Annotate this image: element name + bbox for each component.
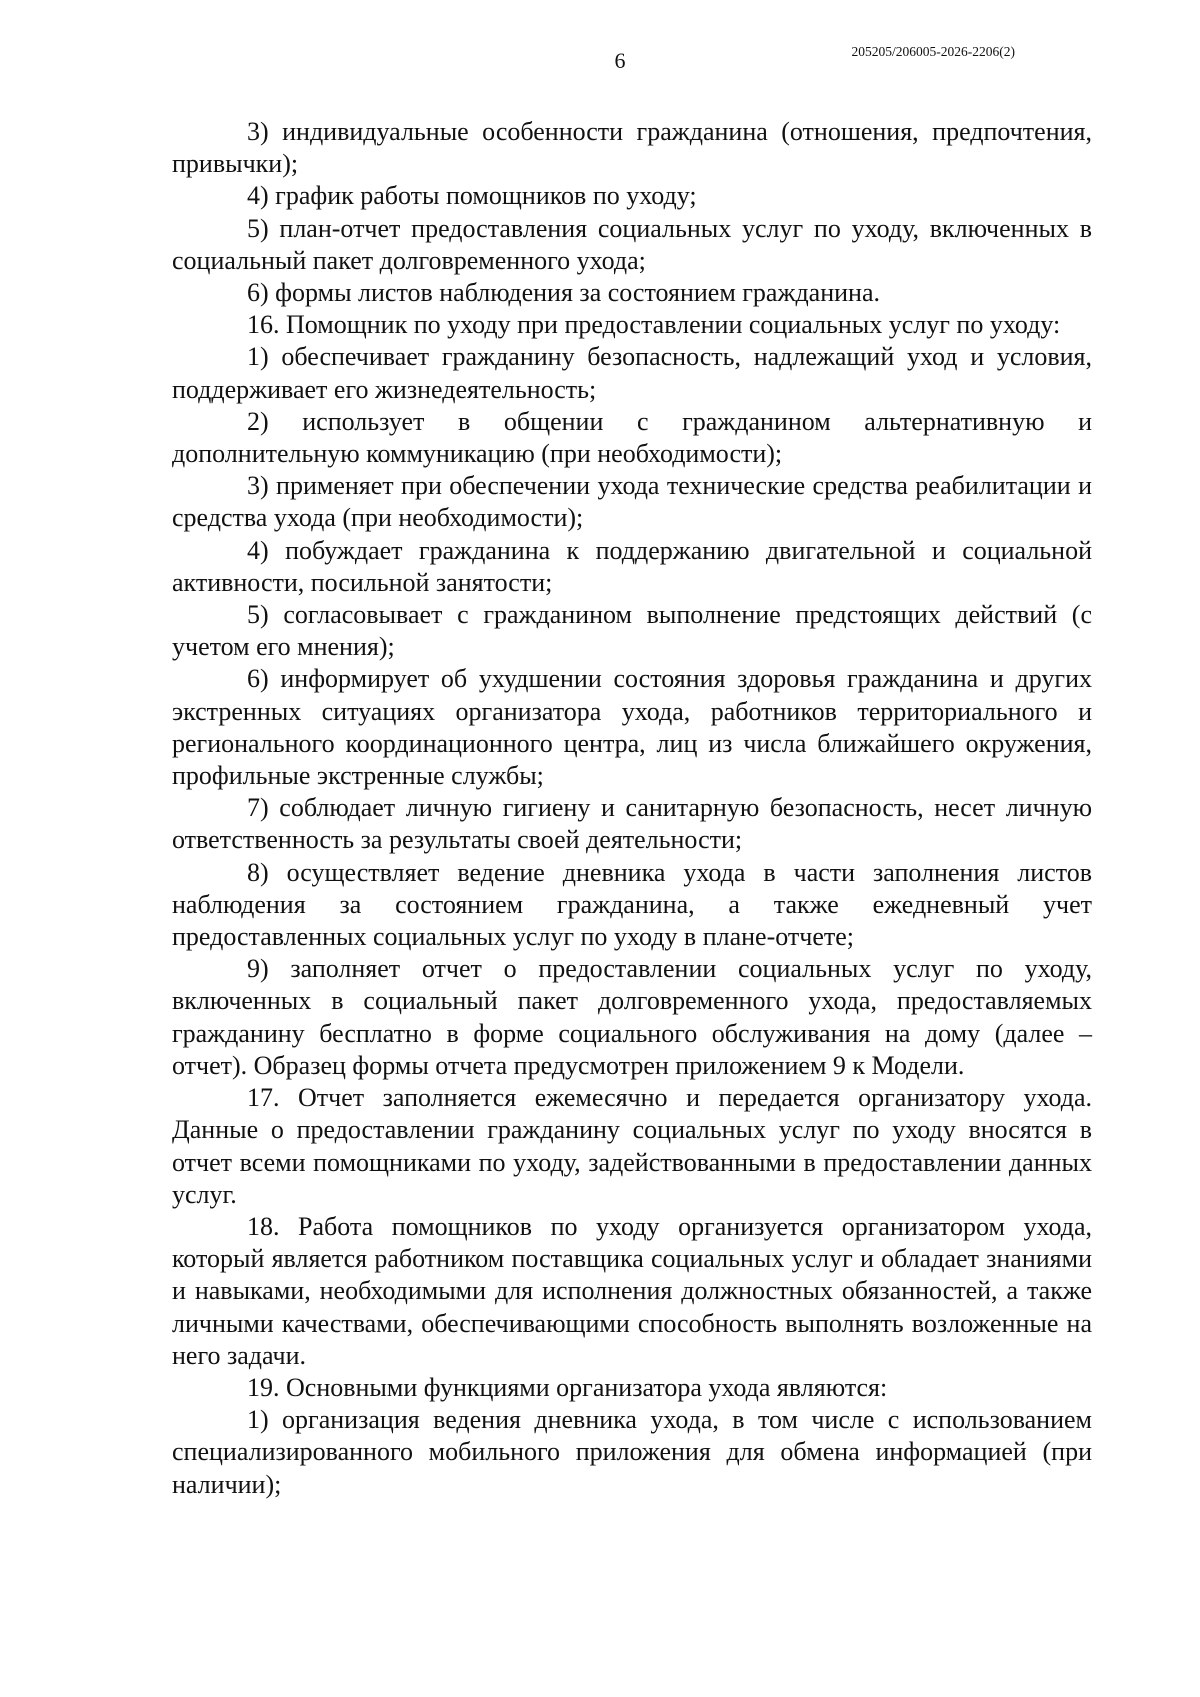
paragraph: 7) соблюдает личную гигиену и санитарную безопасность, несет личную ответственность за результаты своей деятельности; xyxy=(172,793,1092,855)
paragraph: 3) применяет при обеспечении ухода технические средства реабилитации и средства ухода (при необходимости); xyxy=(172,471,1092,533)
paragraph: 9) заполняет отчет о предоставлении социальных услуг по уходу, включенных в социальный пакет долговременного ухода, предоставляемых гражданину бесплатно в форме социального обслуживания на дому (далее – отчет). Образец формы отчета предусмотрен приложением 9 к Модели. xyxy=(172,954,1092,1080)
paragraph: 1) обеспечивает гражданину безопасность, надлежащий уход и условия, поддерживает его жизнедеятельность; xyxy=(172,342,1092,404)
body-text xyxy=(172,116,1092,1501)
paragraph: 8) осуществляет ведение дневника ухода в части заполнения листов наблюдения за состоянием гражданина, а также ежедневный учет предоставленных социальных услуг по уходу в плане-отчете; xyxy=(172,857,1092,952)
paragraph: 6) формы листов наблюдения за состоянием гражданина. xyxy=(247,278,880,308)
paragraph: 17. Отчет заполняется ежемесячно и передается организатору ухода. Данные о предоставлении гражданину социальных услуг по уходу вносятся в отчет всеми помощниками по уходу, задействованными в предоставлении данных услуг. xyxy=(172,1083,1092,1209)
document-code: 205205/206005-2026-2206(2) xyxy=(851,44,1015,59)
paragraph: 2) использует в общении с гражданином альтернативную и дополнительную коммуникацию (при необходимости); xyxy=(172,406,1092,469)
paragraph: 5) согласовывает с гражданином выполнение предстоящих действий (с учетом его мнения); xyxy=(172,600,1092,662)
paragraph: 4) график работы помощников по уходу; xyxy=(247,181,697,211)
paragraph: 19. Основными функциями организатора ухода являются: xyxy=(247,1372,888,1402)
paragraph: 1) организация ведения дневника ухода, в том числе с использованием специализированного мобильного приложения для обмена информацией (при наличии); xyxy=(172,1405,1092,1499)
page-number: 6 xyxy=(614,48,626,73)
paragraph: 18. Работа помощников по уходу организуется организатором ухода, который является работником поставщика социальных услуг и обладает знаниями и навыками, необходимыми для исполнения должностных обязанностей, а также личными качествами, обеспечивающими способность выполнять возложенные на него задачи. xyxy=(172,1211,1092,1370)
paragraph: 6) информирует об ухудшении состояния здоровья гражданина и других экстренных ситуациях организатора ухода, работников территориального и регионального координационного центра, лиц из числа ближайшего окружения, профильные экстренные службы; xyxy=(172,664,1092,791)
paragraph: 16. Помощник по уходу при предоставлении социальных услуг по уходу: xyxy=(247,310,1061,340)
paragraph: 5) план-отчет предоставления социальных услуг по уходу, включенных в социальный пакет долговременного ухода; xyxy=(172,213,1092,275)
paragraph: 4) побуждает гражданина к поддержанию двигательной и социальной активности, посильной занятости; xyxy=(172,535,1092,597)
paragraph: 3) индивидуальные особенности гражданина (отношения, предпочтения, привычки); xyxy=(172,117,1092,179)
